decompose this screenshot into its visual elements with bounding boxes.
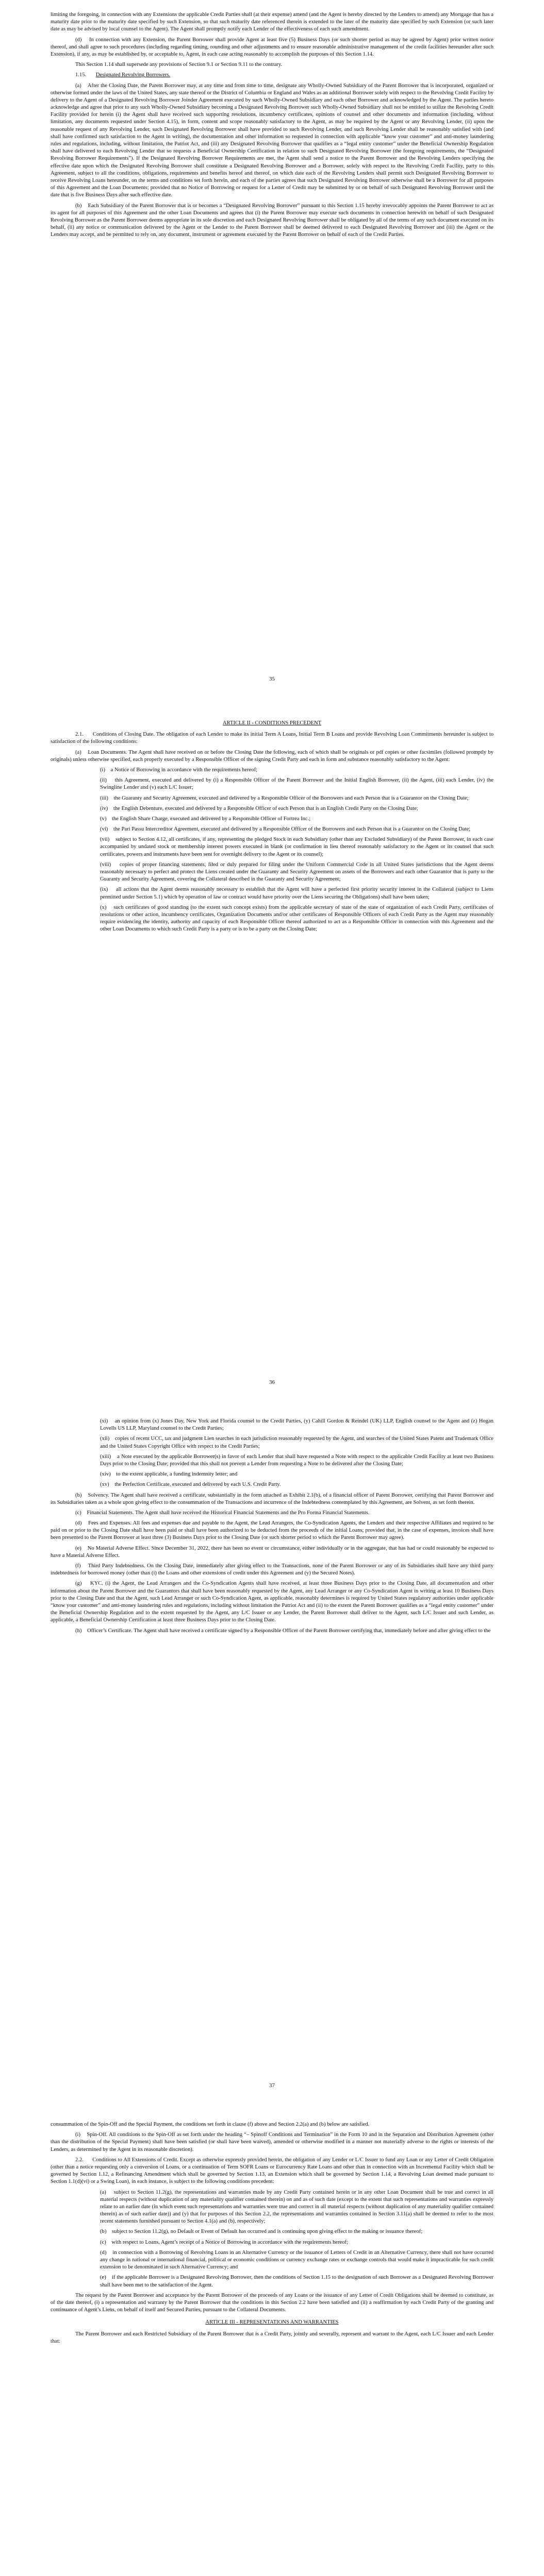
page-body [51,11,493,242]
list-item-b: (b) subject to Section 11.2(g), no Default or Event of Default has occurred and is continuing upon giving effect to the making or issuance thereof; [100,2229,423,2235]
list-item-e: (e) if the applicable Borrower is a Designated Revolving Borrower, then the conditions of Section 1.15 to the designation of such Borrower as a Designated Revolving Borrower shall have been met to the satisfaction of the Agent. [100,2275,493,2288]
list-item-ix: (ix) all actions that the Agent deems reasonably necessary to establish that the Agent will have a perfected first priority security interest in the Collateral (subject to Liens permitted under Section 5.1) which by operation of law or contract would have priority over the Liens securing the Obligations) shall have been taken; [100,887,493,900]
page-body [51,1418,493,1638]
list-item-ii: (ii) this Agreement, executed and delivered by (i) a Responsible Officer of the Parent Borrower and the Initial English Borrower, (ii) the Agent, (iii) each Lender, (iv) the Swingline Lender and (v) each L/C Issuer; [100,777,493,791]
paragraph-supersede: This Section 1.14 shall supersede any provisions of Section 9.1 or Section 9.11 to the contrary. [75,62,283,68]
list-item-vi: (vi) the Pari Passu Intercreditor Agreement, executed and delivered by a Responsible Officer of the Borrowers and each Person that is a Guarantor on the Closing Date; [100,826,471,833]
list-item-i: (i) a Notice of Borrowing in accordance with the requirements hereof; [100,767,258,773]
paragraph-article-iii-intro: The Parent Borrower and each Restricted Subsidiary of the Parent Borrower that is a Credit Party, jointly and severally, represent and warrant to the Agent, each L/C Issuer and each Lender that: [51,2331,493,2344]
section-title: Designated Revolving Borrowers. [95,72,171,78]
list-item-d: (d) in connection with a Borrowing of Revolving Loans in an Alternative Currency or the issuance of Letters of Credit in an Alternative Currency, there shall not have occurred any change in national or international financial, political or economic conditions or currency exchange rates or exchange controls that would make it impracticable for such credit extension to be denominated in such Alternative Currency; and [100,2249,493,2270]
paragraph-third-party-debt: (f) Third Party Indebtedness. On the Closing Date, immediately after giving effect to the Transactions, none of the Parent Borrower or any of its Subsidiaries shall have any third party indebtedness for borrowed money (other than (i) the Loans and other extensions of credit under this Agreement and (y) the Secured Notes). [51,1563,493,1577]
article-iii-heading: ARTICLE III - REPRESENTATIONS AND WARRANTIES [205,2319,339,2326]
list-item-iii: (iii) the Guaranty and Security Agreement, executed and delivered by a Responsible Officer of the Borrowers and each Person that is a Guarantor on the Closing Date; [100,795,469,801]
paragraph-1-15-b: (b) Each Subsidiary of the Parent Borrower that is or becomes a “Designated Revolving Borrower” pursuant to this Section 1.15 hereby irrevocably appoints the Parent Borrower to act as its agent for all purposes of this Agreement and the other Loan Documents and agrees that (i) the Parent Borrower may execute such documents in connection herewith on behalf of such Designated Revolving Borrower as the Parent Borrower deems appropriate in its sole discretion and each Designated Revolving Borrower shall be obligated by all of the terms of any such document executed on its behalf, (ii) any notice or communication delivered by the Agent or the Lender to the Parent Borrower shall be deemed delivered to each Designated Revolving Borrower and (iii) the Agent or the Lenders may accept, and be permitted to rely on, any document, instrument or agreement executed by the Parent Borrower on behalf of each of the Credit Parties. [51,202,493,238]
paragraph-financial-statements: (c) Financial Statements. The Agent shall have received the Historical Financial Statements and the Pro Forma Financial Statements. [75,1510,370,1516]
list-item-x: (x) such certificates of good standing (to the extent such concept exists) from the applicable secretary of state of the state of organization of each Credit Party, certificates of resolutions or other action, incumbency certificates, Organization Documents and/or other certificates of Responsible Officers of each Credit Party as the Agent may reasonably require evidencing the identity, authority and capacity of each Responsible Officer thereof authorized to act as a Responsible Officer in connection with this Agreement and the other Loan Documents to which such Credit Party is a party or is to be a party on the Closing Date; [100,904,493,933]
page-body [51,2121,493,2348]
document-page-36 [0,703,544,1406]
page-number: 36 [269,1379,275,1385]
paragraph-request: The request by the Parent Borrower and acceptance by the Parent Borrower of the proceeds of any Loans or the issuance of any Letter of Credit Obligations shall be deemed to constitute, as of the date thereof, (i) a representation and warranty by the Parent Borrower that the conditions in this Section 2.2 have been satisfied and (ii) a reaffirmation by each Credit Party of the granting and continuance of Agent’s Liens, on behalf of itself and Secured Parties, pursuant to the Collateral Documents. [51,2292,493,2313]
list-item-a: (a) subject to Section 11.2(g), the representations and warranties made by any Credit Party contained herein or in any other Loan Document shall be true and correct in all material respects (without duplication of any materiality qualifier contained therein) on and as of such date (except to the extent that such representations and warranties expressly relate to an earlier date (in which event such representations and warranties were true and correct in all material respects (without duplication of any materiality qualifier contained therein) as of such earlier date)) and (y) that for purposes of this Section 2.2, the representations and warranties contained in Section 3.11(a) shall be deemed to refer to the most recent statements furnished pursuant to Section 4.1(a) and (b), respectively; [100,2189,493,2225]
paragraph-spin-off: (i) Spin-Off. All conditions to the Spin-Off as set forth under the heading “– Spinoff Conditions and Termination” in the Form 10 and in the Separation and Distribution Agreement (other than the distribution of the Special Payment) shall have been satisfied (or shall have been waived), amended or otherwise modified in a manner not materially adverse to the rights or interests of the Lenders, as determined by the Agent in its reasonable discretion). [51,2132,493,2153]
document-page-37 [0,1406,544,2110]
list-item-viii: (viii) copies of proper financing statements, filed or duly prepared for filing under the Uniform Commercial Code in all United States jurisdictions that the Agent deems reasonably necessary to perfect and protect the Liens created under the Guaranty and Security Agreement on assets of the Borrowers and each other Guarantor that is party to the Guaranty and Security Agreement, covering the Collateral described in the Guaranty and Security Agreement; [100,861,493,883]
paragraph-solvency: (b) Solvency. The Agent shall have received a certificate, substantially in the form attached as Exhibit 2.1(b), of a financial officer of Parent Borrower, certifying that Parent Borrower and its Subsidiaries taken as a whole upon giving effect to the consummation of the Transactions and incurrence of the Indebtedness contemplated by this Agreement, are Solvent, as set forth therein. [51,1492,493,1505]
paragraph-continuation: consummation of the Spin-Off and the Special Payment, the conditions set forth in clause (f) above and Section 2.2(a) and (b) below are satisfied. [51,2122,370,2127]
page-number: 35 [269,676,275,682]
paragraph-1-15-a: (a) After the Closing Date, the Parent Borrower may, at any time and from time to time, designate any Wholly-Owned Subsidiary of the Parent Borrower that is incorporated, organized or otherwise formed under the laws of the United States, any state thereof or the District of Columbia or England and Wales as an additional Borrower solely with respect to the Revolving Credit Facility by delivery to the Agent of a Designated Revolving Borrower Joinder Agreement executed by such Wholly-Owned Subsidiary and each other Borrower and acknowledged by the Agent. The parties hereto acknowledge and agree that prior to any such Wholly-Owned Subsidiary becoming a Designated Revolving Borrower such Wholly-Owned Subsidiary shall not be entitled to utilize the Revolving Credit Facility provided for herein (i) the Agent shall have received such supporting resolutions, incumbency certificates, opinions of counsel and other documents and information (including, without limitation, any documents requested under Section 4.15), in form, content and scope reasonably satisfactory to the Agent, as may be required by the Agent or any Revolving Lender, (ii) upon the reasonable request of any Revolving Lender, such Designated Revolving Borrower shall have provided to such Revolving Lender, and such Revolving Lender shall be reasonably satisfied with (and shall have confirmed such satisfaction to the Agent in writing), the documentation and other information so requested in connection with applicable “know your customer” and anti-money laundering rules and regulations, including, without limitation, the Patriot Act, and (iii) any Designated Revolving Borrower that qualifies as a “legal entity customer” under the Beneficial Ownership Regulation shall have delivered to each Revolving Lender that so requests a Beneficial Ownership Certification in relation to such Designated Revolving Borrower (the foregoing requirements, the “Designated Revolving Borrower Requirements”). If the Designated Revolving Borrower Requirements are met, the Agent shall send a notice to the Parent Borrower and the Revolving Lenders specifying the effective date upon which the Designated Revolving Borrower shall constitute a Designated Revolving Borrower and a Borrower, solely with respect to the Revolving Credit Facility, party to this Agreement, subject to all the conditions, obligations, requirements and benefits hereof and thereof, on which date each of the Revolving Lenders shall permit such Designated Revolving Borrower to receive Revolving Loans hereunder, on the terms and conditions set forth herein, and each of the parties agrees that such Designated Revolving Borrower otherwise shall be a Borrower for all purposes of this Agreement and the Loan Documents; provided that no Notice of Borrowing or request for a Letter of Credit may be submitted by or on behalf of such Designated Revolving Borrower until the date that is five Business Days after such effective date. [51,82,493,198]
document-page-38 [0,2110,544,2576]
paragraph-2-2: 2.2. Conditions to All Extensions of Credit. Except as otherwise expressly provided herein, the obligation of any Lender or L/C Issuer to fund any Loan or any Letter of Credit Obligation (other than a notice requesting only a conversion of Loans, or a continuation of Term SOFR Loans or Eurocurrency Rate Loans and other than in connection with an Incremental Facility which shall be governed by Section 1.12, a Refinancing Amendment which shall be governed by Section 1.13, an Extension which shall be governed by Section 1.14, a Revolving Loan deemed made pursuant to Section 1.1(d)(vi) or a Swing Loan), in each instance, is subject to the following conditions precedent: [51,2157,493,2185]
list-item-xv: (xv) the Perfection Certificate, executed and delivered by each U.S. Credit Party. [100,1482,281,1488]
paragraph-officers-certificate: (h) Officer’s Certificate. The Agent shall have received a certificate signed by a Responsible Officer of the Parent Borrower certifying that, immediately before and after giving effect to the [75,1628,491,1634]
paragraph-extension-mortgage: limiting the foregoing, in connection with any Extensions the applicable Credit Parties shall (at their expense) amend (and the Agent is hereby directed by the Lenders to amend) any Mortgage that has a maturity date prior to the maturity date specified by such Extension, so that such maturity date referenced therein is extended to the later of the maturity date specified by such Extension (or such later date as may be advised by local counsel to the Agent). The Agent shall promptly notify each Lender of the effectiveness of each such amendment. [51,12,493,32]
list-item-xiv: (xiv) to the extent applicable, a funding indemnity letter; and [100,1471,238,1478]
paragraph-1-14-d: (d) In connection with any Extension, the Parent Borrower shall provide Agent at least five (5) Business Days (or such shorter period as may be agreed by Agent) prior written notice thereof, and shall agree to such procedures (including regarding timing, rounding and other adjustments and to ensure reasonable administrative management of the credit facilities hereunder after such Extension), if any, as may be established by, or acceptable to, Agent, in each case acting reasonably to accomplish the purposes of this Section 1.14. [51,37,493,57]
list-item-v: (v) the English Share Charge, executed and delivered by a Responsible Officer of Fortrea Inc.; [100,816,311,822]
paragraph-kyc: (g) KYC. (i) the Agent, the Lead Arrangers and the Co-Syndication Agents shall have received, at least three Business Days prior to the Closing Date, all documentation and other information about the Parent Borrower and the Guarantors that shall have been reasonably requested by the Agent, any Lead Arranger or any Co-Syndication Agent in writing at least 10 Business Days prior to the Closing Date and that the Agent, such Lead Arranger or such Co-Syndication Agent, as applicable, reasonably determines is required by United States regulatory authorities under applicable “know your customer” and anti-money laundering rules and regulations, including without limitation the Patriot Act and (ii) to the extent the Parent Borrower qualifies as a “legal entity customer” under the Beneficial Ownership Regulation and to the extent requested by the Agent, any L/C Issuer or any Lender, the Parent Borrower shall deliver to the Agent, such L/C Issuer and such Lender, as applicable, a Beneficial Ownership Certification at least three Business Days prior to the Closing Date. [51,1581,493,1623]
section-number: 1.15. [75,72,87,78]
list-item-iv: (iv) the English Debenture, executed and delivered by a Responsible Officer of each Person that is an English Credit Party on the Closing Date; [100,805,418,811]
paragraph-fees-expenses: (d) Fees and Expenses. All fees and expenses due and payable to the Agent, the Lead Arrangers, the Co-Syndication Agents, the Lenders and their respective Affiliates and required to be paid on or prior to the Closing Date shall have been paid or shall have been authorized to be deducted from the proceeds of the initial Loans; provided that, in the case of expenses, invoices shall have been presented to the Parent Borrower at least three (3) Business Days prior to the Closing Date (or such shorter period to which the Parent Borrower may agree). [51,1520,493,1541]
list-item-vii: (vii) subject to Section 4.12, all certificates, if any, representing the pledged Stock in each Subsidiary (other than any Excluded Subsidiary) of the Parent Borrower, in each case accompanied by undated stock or membership interest powers executed in blank (or confirmation in lieu thereof reasonably satisfactory to the Agent or its counsel that such certificates, powers and instruments have been sent for overnight delivery to the Agent or its counsel); [100,837,493,857]
page-body [51,715,493,937]
page-number: 37 [269,2082,275,2089]
article-ii-heading: ARTICLE II - CONDITIONS PRECEDENT [222,720,322,726]
list-item-c: (c) with respect to Loans, Agent’s receipt of a Notice of Borrowing in accordance with the requirements hereof; [100,2239,348,2245]
list-item-xii: (xii) copies of recent UCC, tax and judgment Lien searches in each jurisdiction reasonably requested by the Agent, and searches of the United States Patent and Trademark Office and the United States Copyright Office with respect to the Credit Parties; [100,1436,493,1449]
paragraph-no-mae: (e) No Material Adverse Effect. Since December 31, 2022, there has been no event or circumstance, either individually or in the aggregate, that has had or could reasonably be expected to have a Material Adverse Effect. [51,1545,493,1558]
paragraph-2-1-a: (a) Loan Documents. The Agent shall have received on or before the Closing Date the following, each of which shall be originals or pdf copies or other facsimiles (followed promptly by originals) unless otherwise specified, each properly executed by a Responsible Officer of the signing Credit Party and each in form and substance reasonably satisfactory to the Agent: [51,749,493,762]
list-item-xiii: (xiii) a Note executed by the applicable Borrower(s) in favor of each Lender that shall have requested a Note with respect to the applicable Credit Facility at least two Business Days prior to the Closing Date; provided that this shall not prevent a Lender from requesting a Note to be delivered after the Closing Date; [100,1453,493,1467]
section-1-15-title [51,72,493,79]
paragraph-2-1: 2.1. Conditions of Closing Date. The obligation of each Lender to make its initial Term A Loans, Initial Term B Loans and provide Revolving Loan Commitments hereunder is subject to satisfaction of the following conditions: [51,732,493,745]
list-item-xi: (xi) an opinion from (x) Jones Day, New York and Florida counsel to the Credit Parties, (y) Cahill Gordon & Reindel (UK) LLP, English counsel to the Agent and (z) Hogan Lovells US LLP, Maryland counsel to the Credit Parties; [100,1418,493,1432]
document-page-35 [0,0,544,703]
